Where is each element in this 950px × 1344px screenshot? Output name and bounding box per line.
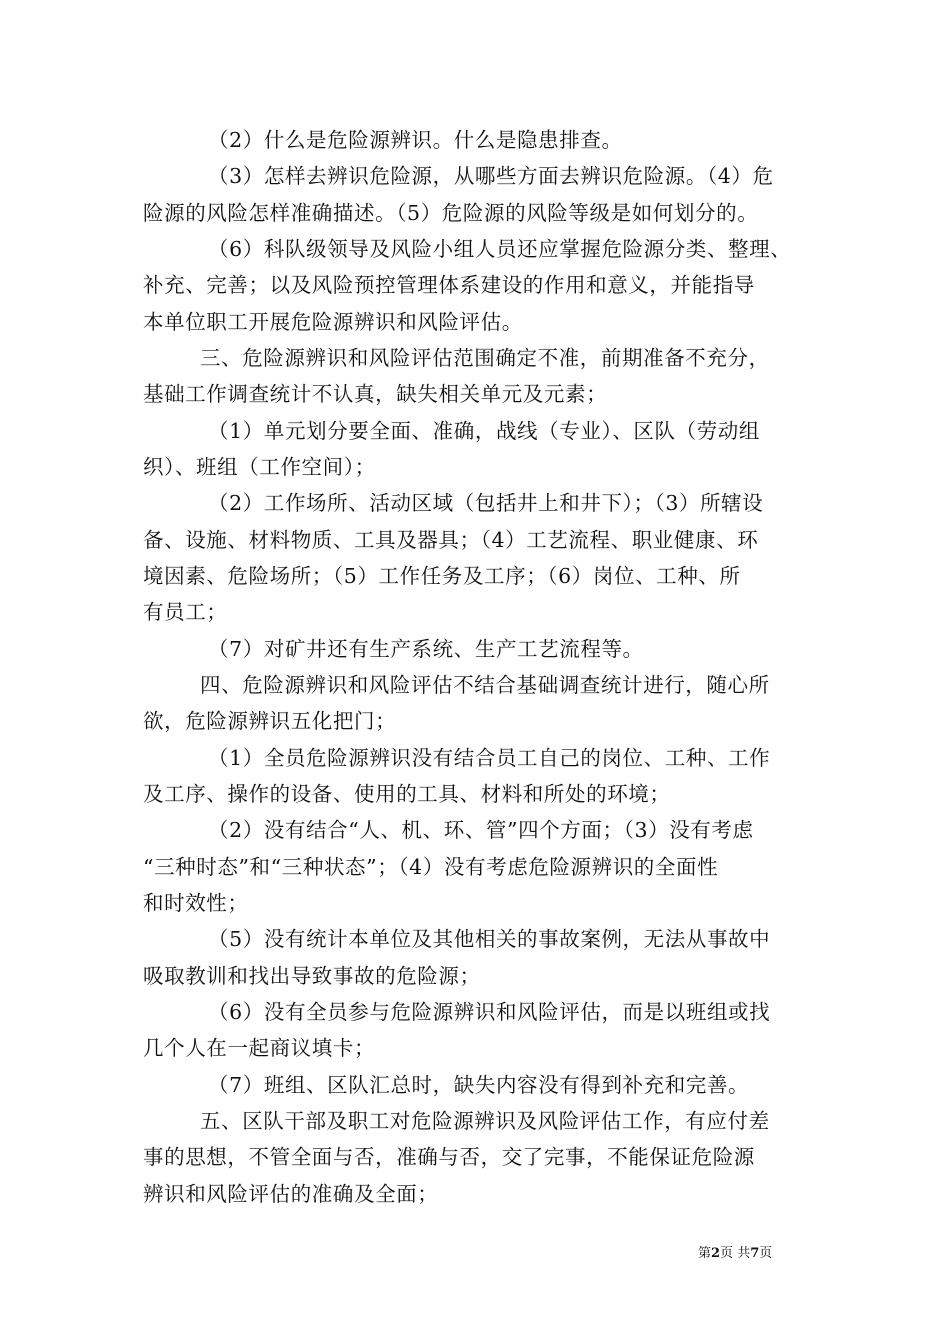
text-line: 吸取教训和找出导致事故的危险源； [143,964,481,988]
text-line: 险源的风险怎样准确描述。（5）危险源的风险等级是如何划分的。 [143,201,759,225]
text-line: （3）怎样去辨识危险源，从哪些方面去辨识危险源。（4）危 [208,164,774,188]
text-line: （7）对矿井还有生产系统、生产工艺流程等。 [208,637,644,661]
text-line: （6）科队级领导及风险小组人员还应掌握危险源分类、整理、 [208,237,792,261]
text-line: （1）全员危险源辨识没有结合员工自己的岗位、工种、工作 [208,746,771,770]
text-line: （2）没有结合“人、机、环、管”四个方面；（3）没有考虑 [208,818,754,842]
text-line: （1）单元划分要全面、准确，战线（专业）、区队（劳动组 [208,419,760,443]
text-line: 几个人在一起商议填卡； [143,1036,376,1060]
text-line: 织）、班组（工作空间）； [143,455,376,479]
text-line: （7）班组、区队汇总时，缺失内容没有得到补充和完善。 [208,1073,750,1097]
text-line: 四、危险源辨识和风险评估不结合基础调查统计进行，随心所 [200,673,770,697]
text-line: 境因素、危险场所；（5）工作任务及工序；（6）岗位、工种、所 [143,564,741,588]
text-line: （2）工作场所、活动区域（包括井上和井下）；（3）所辖设 [208,491,764,515]
footer-prefix: 第 [698,1246,712,1261]
text-line: 欲，危险源辨识五化把门； [143,709,397,733]
total-page-number: 7 [750,1246,760,1261]
text-line: 和时效性； [143,891,249,915]
footer-suffix: 页 [759,1246,773,1261]
text-line: 有员工； [143,600,228,624]
text-line: “三种时态”和“三种状态”；（4）没有考虑危险源辨识的全面性 [143,855,719,879]
text-line: 本单位职工开展危险源辨识和风险评估。 [143,310,523,334]
text-line: 基础工作调查统计不认真，缺失相关单元及元素； [143,382,608,406]
text-line: 辨识和风险评估的准确及全面； [143,1182,439,1206]
page-footer [698,1246,772,1262]
current-page-number: 2 [711,1246,721,1261]
text-line: 及工序、操作的设备、使用的工具、材料和所处的环境； [143,782,671,806]
text-line: （2）什么是危险源辨识。什么是隐患排查。 [208,128,623,152]
text-line: 备、设施、材料物质、工具及器具；（4）工艺流程、职业健康、环 [143,528,759,552]
text-line: 事的思想，不管全面与否，准确与否，交了完事，不能保证危险源 [143,1145,755,1169]
text-line: 五、区队干部及职工对危险源辨识及风险评估工作，有应付差 [200,1109,770,1133]
text-line: 补充、完善；以及风险预控管理体系建设的作用和意义，并能指导 [143,273,755,297]
footer-middle: 页 共 [720,1246,751,1261]
text-line: （6）没有全员参与危险源辨识和风险评估，而是以班组或找 [208,1000,771,1024]
text-line: （5）没有统计本单位及其他相关的事故案例，无法从事故中 [208,927,771,951]
text-line: 三、危险源辨识和风险评估范围确定不准，前期准备不充分， [200,346,770,370]
